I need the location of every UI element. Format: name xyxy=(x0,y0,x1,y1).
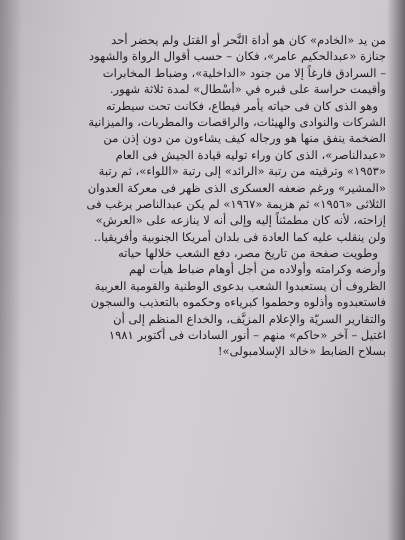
text-line: الشركات والنوادى والهيئات، والراقصات والمطربات، والميزانية xyxy=(88,114,386,129)
text-line: ولن ينقلب عليه كما العادة فى بلدان أمريكا الجنوبية وأفريقيا.. xyxy=(93,229,386,244)
text-line: «المشير» ورغم ضعفه العسكرى الذى ظهر فى معركة العدوان xyxy=(87,180,386,195)
text-line: وطويت صفحة من تاريخ مصر، دفع الشعب خلالها حياته xyxy=(118,246,378,261)
text-line: بسلاح الضابط «خالد الإسلامبولى»! xyxy=(217,344,386,359)
page-shadow-left xyxy=(0,0,22,540)
page-shadow-right xyxy=(387,0,405,540)
text-line: الظروف أن يستعبدوا الشعب بدعوى الوطنية والقومية العربية xyxy=(94,278,386,293)
text-line: – السرادق فارغاً إلا من جنود «الداخلية»، وضباط المخابرات xyxy=(102,65,386,80)
text-line: الضخمة ينفق منها هو ورجاله كيف يشاءون من دون إذن من xyxy=(103,131,386,146)
text-line: «عبدالناصر»، الذى كان وراء توليه قيادة الجيش فى العام xyxy=(115,147,386,162)
text-line: فاستعبدوه وأذلوه وحطموا كبرياءه وحكموه بالتعذيب والسجون xyxy=(90,295,386,310)
body-text xyxy=(24,32,386,360)
text-line: وأقيمت حراسة على قبره في «أسْطال» لمدة ثلاثة شهور. xyxy=(109,82,386,97)
text-line: الثلاثى «١٩٥٦» ثم هزيمة «١٩٦٧» لم يكن عبدالناصر يرغب فى xyxy=(86,196,386,211)
text-line: اغتيل – آخر «حاكم» منهم – أنور السادات فى أكتوبر ١٩٨١ xyxy=(108,328,386,343)
text-line: وأرضه وكرامته وأولاده من أجل أوهام ضباط هيأت لهم xyxy=(129,262,386,277)
text-line: وهو الذى كان فى حياته يأمر فيطاع، فكانت تحت سيطرته xyxy=(105,98,378,113)
text-line: من يد «الخادم» كان هو أداة النَّحر أو القتل ولم يحضر أحد xyxy=(111,33,386,47)
text-line: جنازة «عبدالحكيم عامر»، فكان – حسب أقوال الرواة والشهود xyxy=(88,49,386,64)
text-line: إزاحته، لأنه كان مطمئناً إليه وإلى أنه لا ينازعه على «العرش» xyxy=(95,213,386,228)
text-line: «١٩٥٣» وترقيته من رتبة «الرائد» إلى رتبة «اللواء»، ثم رتبة xyxy=(98,164,386,179)
text-line: والتقارير السريّة والإعلام المزيَّف، والخداع المنظم إلى أن xyxy=(113,311,386,326)
